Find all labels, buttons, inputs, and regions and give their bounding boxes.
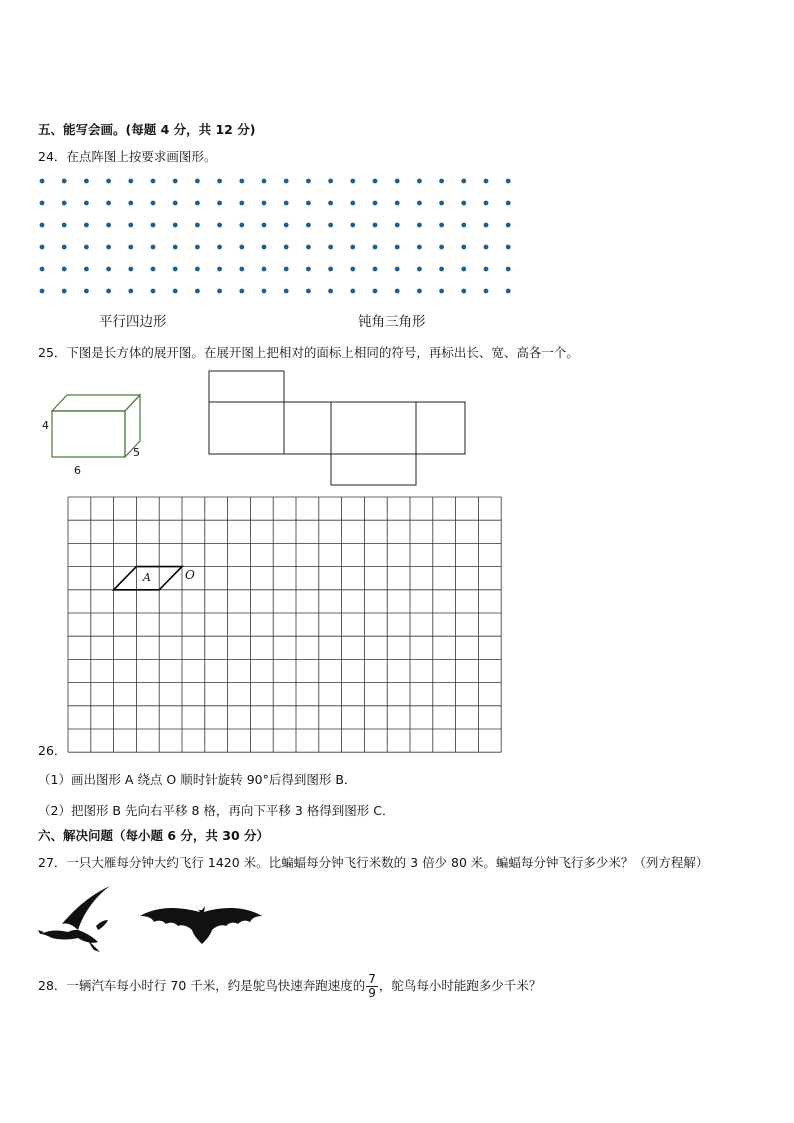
question-28-text <box>38 973 541 1000</box>
goose-image <box>38 882 118 954</box>
question-26-sub2: （2）把图形 B 先向右平移 8 格，再向下平移 3 格得到图形 C． <box>38 803 395 818</box>
point-o-label: O <box>185 568 195 582</box>
fraction-numerator: 7 <box>368 972 376 986</box>
caption-parallelogram: 平行四边形 <box>99 314 167 330</box>
bat-image <box>136 902 266 947</box>
question-25-text: 25．下图是长方体的展开图。在展开图上把相对的面标上相同的符号，再标出长、宽、高各一个。 <box>38 345 579 360</box>
question-28-text-before: 28．一辆汽车每小时行 70 千米，约是鸵鸟快速奔跑速度的 <box>38 978 366 993</box>
question-28-text-after: ，鸵鸟每小时能跑多少千米？ <box>378 978 542 993</box>
cuboid-width-label: 5 <box>133 446 140 459</box>
cuboid-height-label: 4 <box>42 419 49 432</box>
shape-a-label: A <box>143 571 151 584</box>
question-26-number: 26． <box>38 743 67 758</box>
fraction-denominator: 9 <box>368 986 376 1000</box>
question-24-text: 24．在点阵图上按要求画图形。 <box>38 149 217 164</box>
question-26-sub1: （1）画出图形 A 绕点 O 顺时针旋转 90°后得到图形 B． <box>38 772 357 787</box>
cuboid-length-label: 6 <box>74 464 81 477</box>
fraction-seven-ninths <box>366 973 378 1000</box>
section-5-title: 五、能写会画。(每题 4 分，共 12 分) <box>38 122 256 137</box>
section-6-title: 六、解决问题（每小题 6 分，共 30 分） <box>38 828 270 843</box>
question-27-text: 27．一只大雁每分钟大约飞行 1420 米。比蝙蝠每分钟飞行米数的 3 倍少 80 米。蝙蝠每分钟飞行多少米？（列方程解） <box>38 855 709 870</box>
caption-obtuse-triangle: 钝角三角形 <box>358 314 426 330</box>
